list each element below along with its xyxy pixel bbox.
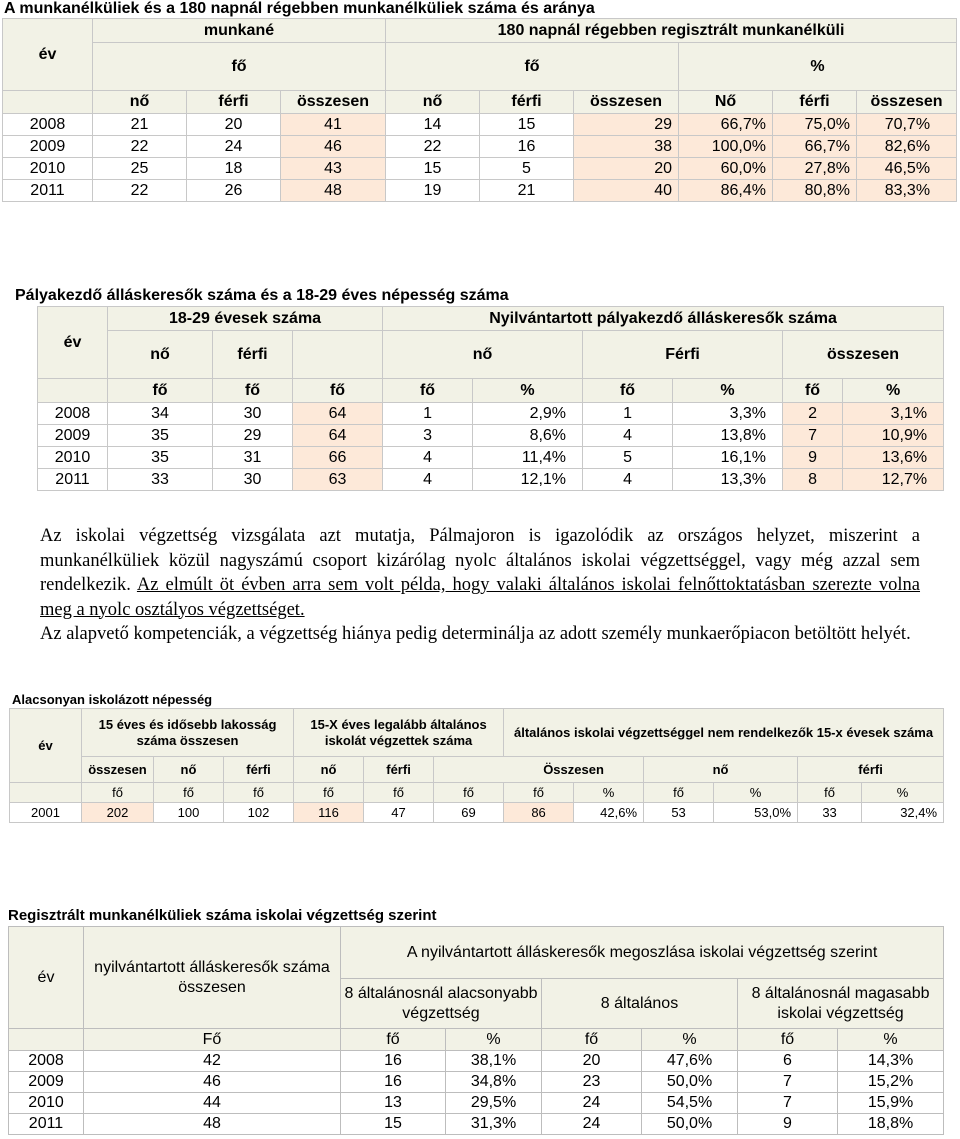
cell: 2001	[10, 803, 82, 823]
cell: 3,3%	[673, 403, 783, 425]
unit-header: fő	[213, 379, 293, 403]
group-header-180days: 180 napnál régebben regisztrált munkanélküli	[386, 19, 957, 43]
col-header: nő	[294, 757, 364, 783]
cell: 14	[386, 114, 480, 136]
cell: 53	[644, 803, 714, 823]
col-header: Összesen	[504, 757, 644, 783]
cell: 9	[783, 447, 843, 469]
cell: 48	[84, 1114, 341, 1135]
cell: 19	[386, 180, 480, 202]
cell: 66	[293, 447, 383, 469]
unit-header: fő	[386, 43, 679, 91]
cell: 13,8%	[673, 425, 783, 447]
cell: 24	[187, 136, 281, 158]
col-header: férfi	[224, 757, 294, 783]
cell: 18,8%	[838, 1114, 944, 1135]
unit-header: fő	[798, 783, 862, 803]
cell: 4	[383, 447, 473, 469]
unit-header: fő	[341, 1029, 446, 1051]
group-header-population: 15 éves és idősebb lakosság száma összesen	[82, 709, 294, 757]
col-header: férfi	[213, 331, 293, 379]
unit-header: %	[862, 783, 944, 803]
cell: 46	[84, 1072, 341, 1093]
cell: 54,5%	[642, 1093, 738, 1114]
cell: 41	[281, 114, 386, 136]
cell: 20	[187, 114, 281, 136]
cell: 2010	[9, 1093, 84, 1114]
year-header: év	[3, 19, 93, 91]
unit-header: fő	[738, 1029, 838, 1051]
cell: 15	[341, 1114, 446, 1135]
table4-title: Regisztrált munkanélküliek száma iskolai végzettség szerint	[8, 907, 437, 924]
cell: 33	[798, 803, 862, 823]
cell: 32,4%	[862, 803, 944, 823]
col-header: nő	[93, 91, 187, 114]
cell: 7	[783, 425, 843, 447]
year-header: év	[9, 927, 84, 1029]
col-header: nő	[108, 331, 213, 379]
table-row	[9, 1114, 944, 1135]
cell: 26	[187, 180, 281, 202]
cell: 2011	[9, 1114, 84, 1135]
year-header: év	[38, 307, 108, 379]
col-header: nő	[154, 757, 224, 783]
col-header: férfi	[480, 91, 574, 114]
cell: 16	[341, 1072, 446, 1093]
cell: 46,5%	[857, 158, 957, 180]
cell: 24	[542, 1114, 642, 1135]
total-header: nyilvántartott álláskeresők száma összesen	[84, 927, 341, 1029]
unit-header: fő	[783, 379, 843, 403]
col-header: összesen	[281, 91, 386, 114]
cell: 14,3%	[838, 1051, 944, 1072]
unit-header: fő	[542, 1029, 642, 1051]
paragraph-text-underlined: Az elmúlt öt évben arra sem volt példa, hogy valaki általános iskolai felnőttoktatásban szerezte volna meg a nyolc osztályos végzettséget.	[40, 575, 921, 620]
cell: 34,8%	[446, 1072, 542, 1093]
year-header: év	[10, 709, 82, 783]
cell: 27,8%	[773, 158, 857, 180]
col-header: összesen	[574, 91, 679, 114]
cell: 2009	[3, 136, 93, 158]
cell: 3	[383, 425, 473, 447]
col-header: összesen	[82, 757, 154, 783]
cell: 75,0%	[773, 114, 857, 136]
cell: 35	[108, 425, 213, 447]
cell: 7	[738, 1093, 838, 1114]
career-starters-table	[37, 306, 944, 491]
unit-header: %	[574, 783, 644, 803]
unit-header: Fő	[84, 1029, 341, 1051]
cell: 63	[293, 469, 383, 491]
unemployed-table	[2, 18, 957, 202]
cell: 44	[84, 1093, 341, 1114]
cell: 29	[574, 114, 679, 136]
cell: 69	[434, 803, 504, 823]
cell: 15	[386, 158, 480, 180]
cell: 4	[583, 469, 673, 491]
cell: 10,9%	[843, 425, 944, 447]
cell: 46	[281, 136, 386, 158]
unit-header: %	[673, 379, 783, 403]
cell: 86,4%	[679, 180, 773, 202]
cell: 1	[383, 403, 473, 425]
cell: 7	[738, 1072, 838, 1093]
cell: 30	[213, 469, 293, 491]
unit-header: fő	[108, 379, 213, 403]
cell: 82,6%	[857, 136, 957, 158]
table2-title: Pályakezdő álláskeresők száma és a 18-29 éves népesség száma	[15, 287, 509, 304]
table-row	[38, 425, 944, 447]
cell: 2	[783, 403, 843, 425]
cell: 2011	[38, 469, 108, 491]
cell: 34	[108, 403, 213, 425]
body-paragraph	[40, 524, 920, 647]
cell: 64	[293, 425, 383, 447]
cell: 70,7%	[857, 114, 957, 136]
group-header-uneducated: általános iskolai végzettséggel nem rendelkezők 15-x évesek száma	[504, 709, 944, 757]
cell: 24	[542, 1093, 642, 1114]
group-header-registered: Nyilvántartott pályakezdő álláskeresők száma	[383, 307, 944, 331]
paragraph-text-1: Az iskolai végzettség vizsgálata azt mutatja, Pálmajoron is igazolódik az országos helyzet, miszerint a munkanélküliek közül nagyszámú csoport kizárólag nyolc általános iskolai végzettséggel, vagy még azzal sem rendelkezik.	[40, 526, 920, 595]
unit-header: %	[679, 43, 957, 91]
unit-header: fő	[383, 379, 473, 403]
cell: 2010	[3, 158, 93, 180]
col-header: összesen	[783, 331, 944, 379]
table3-title: Alacsonyan iskolázott népesség	[12, 692, 213, 707]
cell: 15	[480, 114, 574, 136]
cell: 53,0%	[714, 803, 798, 823]
cell: 50,0%	[642, 1114, 738, 1135]
cell: 2010	[38, 447, 108, 469]
cell: 50,0%	[642, 1072, 738, 1093]
col-header: 8 általánosnál alacsonyabb végzettség	[341, 979, 542, 1029]
table1-title: A munkanélküliek és a 180 napnál régebben munkanélküliek száma és aránya	[4, 0, 595, 17]
unit-header: %	[714, 783, 798, 803]
cell: 13,6%	[843, 447, 944, 469]
col-header: férfi	[187, 91, 281, 114]
cell: 12,7%	[843, 469, 944, 491]
cell: 80,8%	[773, 180, 857, 202]
cell: 15,2%	[838, 1072, 944, 1093]
cell: 42,6%	[574, 803, 644, 823]
cell: 33	[108, 469, 213, 491]
cell: 86	[504, 803, 574, 823]
cell: 1	[583, 403, 673, 425]
cell: 2009	[38, 425, 108, 447]
cell: 22	[386, 136, 480, 158]
unit-header: fő	[93, 43, 386, 91]
col-header: 8 általánosnál magasabb iskolai végzettség	[738, 979, 944, 1029]
cell: 29	[213, 425, 293, 447]
cell: 202	[82, 803, 154, 823]
cell: 9	[738, 1114, 838, 1135]
unit-header: %	[843, 379, 944, 403]
low-education-table	[9, 708, 944, 823]
cell: 66,7%	[679, 114, 773, 136]
cell: 22	[93, 180, 187, 202]
cell: 35	[108, 447, 213, 469]
group-header-unemployed: munkané	[93, 19, 386, 43]
cell: 38,1%	[446, 1051, 542, 1072]
cell: 2,9%	[473, 403, 583, 425]
cell: 42	[84, 1051, 341, 1072]
cell: 66,7%	[773, 136, 857, 158]
cell: 21	[480, 180, 574, 202]
cell: 3,1%	[843, 403, 944, 425]
cell: 40	[574, 180, 679, 202]
table-row	[9, 1051, 944, 1072]
cell: 13	[341, 1093, 446, 1114]
unit-header: fő	[504, 783, 574, 803]
cell: 8,6%	[473, 425, 583, 447]
unit-header: fő	[82, 783, 154, 803]
col-header: Nő	[679, 91, 773, 114]
cell: 30	[213, 403, 293, 425]
cell: 31,3%	[446, 1114, 542, 1135]
cell: 31	[213, 447, 293, 469]
cell: 23	[542, 1072, 642, 1093]
unit-header: fő	[583, 379, 673, 403]
registered-by-education-table	[8, 926, 944, 1135]
cell: 60,0%	[679, 158, 773, 180]
col-header: nő	[383, 331, 583, 379]
table-row	[9, 1072, 944, 1093]
cell: 100	[154, 803, 224, 823]
cell: 48	[281, 180, 386, 202]
unit-header: %	[642, 1029, 738, 1051]
cell: 8	[783, 469, 843, 491]
cell: 2011	[3, 180, 93, 202]
cell: 13,3%	[673, 469, 783, 491]
col-header: férfi	[798, 757, 944, 783]
cell: 29,5%	[446, 1093, 542, 1114]
cell: 25	[93, 158, 187, 180]
unit-header: %	[838, 1029, 944, 1051]
group-header-distribution: A nyilvántartott álláskeresők megoszlása iskolai végzettség szerint	[341, 927, 944, 979]
cell: 5	[583, 447, 673, 469]
table-row	[38, 469, 944, 491]
cell: 2008	[38, 403, 108, 425]
cell: 83,3%	[857, 180, 957, 202]
unit-header: fő	[364, 783, 434, 803]
col-header: nő	[386, 91, 480, 114]
cell: 6	[738, 1051, 838, 1072]
unit-header: fő	[293, 379, 383, 403]
cell: 20	[574, 158, 679, 180]
table-row	[3, 114, 957, 136]
unit-header: fő	[294, 783, 364, 803]
cell: 102	[224, 803, 294, 823]
cell: 38	[574, 136, 679, 158]
cell: 4	[583, 425, 673, 447]
cell: 100,0%	[679, 136, 773, 158]
col-header: nő	[644, 757, 798, 783]
table-row	[10, 803, 944, 823]
col-header: férfi	[364, 757, 434, 783]
col-header: összesen	[857, 91, 957, 114]
table-row	[3, 136, 957, 158]
unit-header: %	[473, 379, 583, 403]
col-header: Férfi	[583, 331, 783, 379]
unit-header: fő	[434, 783, 504, 803]
cell: 16,1%	[673, 447, 783, 469]
cell: 5	[480, 158, 574, 180]
cell: 43	[281, 158, 386, 180]
cell: 16	[341, 1051, 446, 1072]
cell: 18	[187, 158, 281, 180]
cell: 22	[93, 136, 187, 158]
group-header-population: 18-29 évesek száma	[108, 307, 383, 331]
cell: 12,1%	[473, 469, 583, 491]
cell: 2008	[9, 1051, 84, 1072]
col-header: férfi	[773, 91, 857, 114]
table-row	[38, 447, 944, 469]
col-header: 8 általános	[542, 979, 738, 1029]
table-row	[3, 158, 957, 180]
cell: 47,6%	[642, 1051, 738, 1072]
table-row	[3, 180, 957, 202]
paragraph-text-2: Az alapvető kompetenciák, a végzettség hiánya pedig determinálja az adott személy munkaerőpiacon betöltött helyét.	[40, 624, 911, 644]
table-row	[38, 403, 944, 425]
cell: 20	[542, 1051, 642, 1072]
group-header-educated: 15-X éves legalább általános iskolát végzettek száma	[294, 709, 504, 757]
cell: 2008	[3, 114, 93, 136]
cell: 116	[294, 803, 364, 823]
unit-header: fő	[644, 783, 714, 803]
unit-header: %	[446, 1029, 542, 1051]
unit-header: fő	[224, 783, 294, 803]
table-row	[9, 1093, 944, 1114]
cell: 16	[480, 136, 574, 158]
cell: 2009	[9, 1072, 84, 1093]
cell: 21	[93, 114, 187, 136]
unit-header: fő	[154, 783, 224, 803]
cell: 64	[293, 403, 383, 425]
cell: 11,4%	[473, 447, 583, 469]
cell: 4	[383, 469, 473, 491]
cell: 15,9%	[838, 1093, 944, 1114]
cell: 47	[364, 803, 434, 823]
